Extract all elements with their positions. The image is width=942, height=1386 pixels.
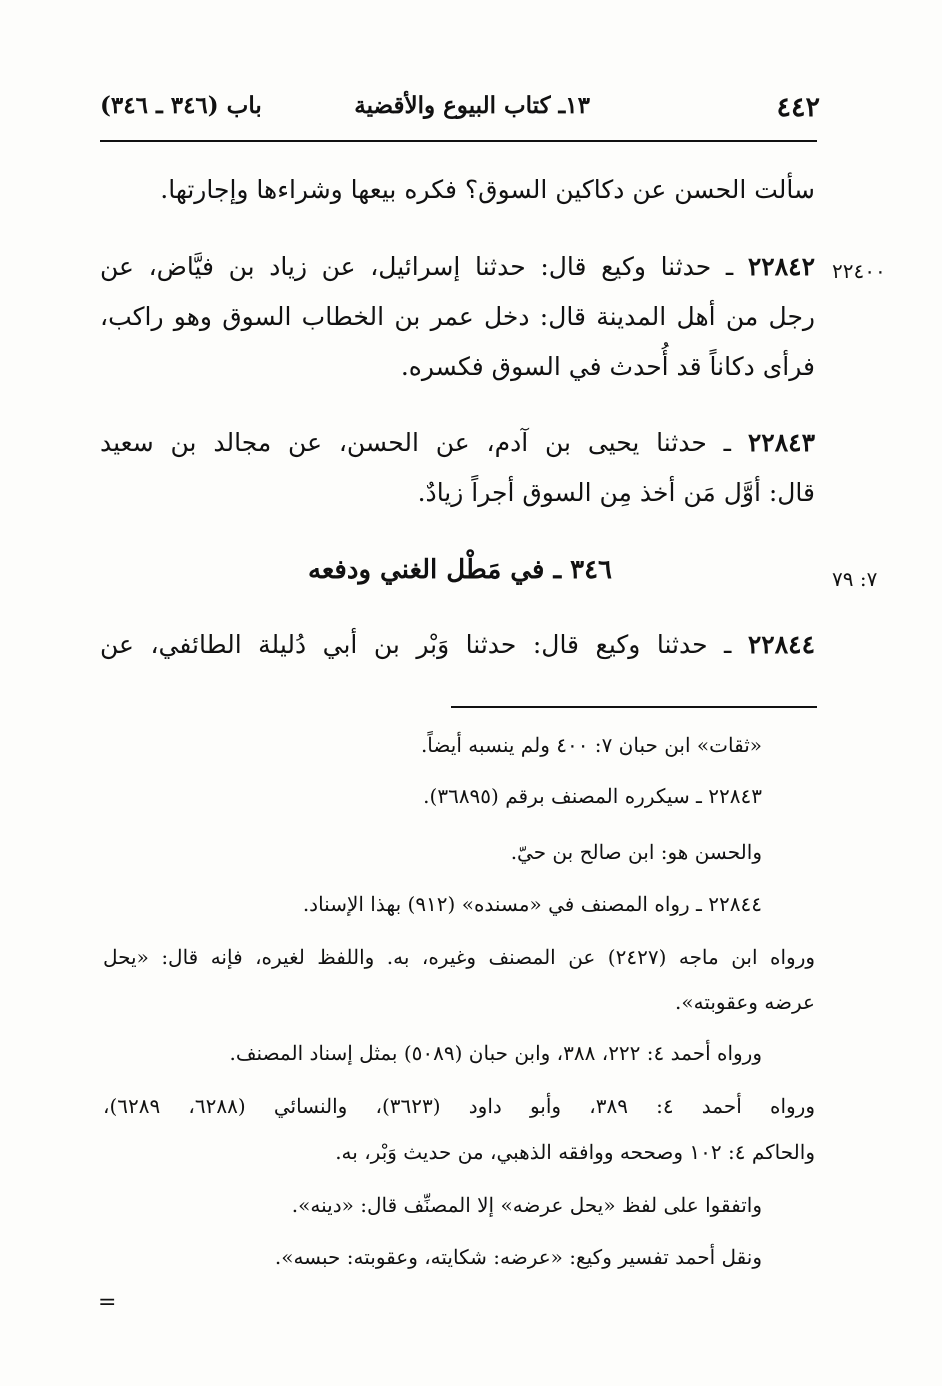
hadith-number: ٢٢٨٤٤ (747, 630, 815, 659)
hadith-text: ـ حدثنا وكيع قال: حدثنا وَبْر بن أبي دُليلة الطائفي، عن (100, 630, 732, 659)
footnote-line: ورواه أحمد ٤: ٣٨٩، وأبو داود (٣٦٢٣)، والنسائي (٦٢٨٨، ٦٢٨٩)، (103, 1094, 815, 1118)
chapter-heading: ٣٤٦ ـ في مَطْل الغني ودفعه (307, 555, 613, 585)
hadith-text: ـ حدثنا يحيى بن آدم، عن الحسن، عن مجالد بن سعيد (100, 428, 732, 457)
header-rule (100, 140, 817, 142)
hadith-22843-line1 (100, 428, 815, 457)
continuation-mark: = (98, 1290, 117, 1315)
margin-ref-chapter: ٧: ٧٩ (832, 567, 878, 591)
page-number: ٤٤٢ (776, 92, 820, 123)
footnote-line: ونقل أحمد تفسير وكيع: «عرضه: شكايته، وعقوبته: حبسه». (274, 1245, 762, 1269)
hadith-number: ٢٢٨٤٢ (747, 252, 815, 281)
intro-line: سألت الحسن عن دكاكين السوق؟ فكره بيعها وشراءها وإجارتها. (160, 175, 815, 204)
hadith-22842-line1 (100, 252, 815, 281)
hadith-22842-line2: رجل من أهل المدينة قال: دخل عمر بن الخطاب السوق وهو راكب، (100, 302, 815, 331)
footnote-line: ٢٢٨٤٣ ـ سيكرره المصنف برقم (٣٦٨٩٥). (423, 784, 762, 808)
hadith-22844-line1 (100, 630, 815, 659)
hadith-text: ـ حدثنا وكيع قال: حدثنا إسرائيل، عن زياد بن فيَّاض، عن (100, 252, 734, 281)
book-title: ١٣ـ كتاب البيوع والأقضية (354, 92, 590, 119)
running-header (100, 88, 820, 128)
chapter-range: باب (٣٤٦ ـ ٣٤٦) (100, 92, 262, 119)
footnote-line: والحاكم ٤: ١٠٢ وصححه ووافقه الذهبي، من حديث وَبْر، به. (335, 1140, 815, 1164)
footnote-line: ٢٢٨٤٤ ـ رواه المصنف في «مسنده» (٩١٢) بهذا الإسناد. (302, 892, 762, 916)
footnote-line: «ثقات» ابن حبان ٧: ٤٠٠ ولم ينسبه أيضاً. (420, 733, 762, 757)
footnote-line: واتفقوا على لفظ «يحل عرضه» إلا المصنِّف قال: «دينه». (291, 1193, 762, 1217)
footnote-line: ورواه أحمد ٤: ٢٢٢، ٣٨٨، وابن حبان (٥٠٨٩) بمثل إسناد المصنف. (229, 1041, 762, 1065)
hadith-number: ٢٢٨٤٣ (747, 428, 815, 457)
hadith-22842-line3: فرأى دكاناً قد أُحدث في السوق فكسره. (400, 352, 815, 381)
margin-ref-22400: ٢٢٤٠٠ (832, 259, 886, 283)
footnote-line: ورواه ابن ماجه (٢٤٢٧) عن المصنف وغيره، به. واللفظ لغيره، فإنه قال: «يحل (103, 945, 816, 969)
footnote-line: عرضه وعقوبته». (675, 990, 815, 1014)
hadith-22843-line2: قال: أوَّل مَن أخذ مِن السوق أجراً زيادٌ. (417, 478, 815, 507)
footnote-line: والحسن هو: ابن صالح بن حيّ. (510, 840, 762, 864)
footnote-separator (451, 706, 817, 708)
